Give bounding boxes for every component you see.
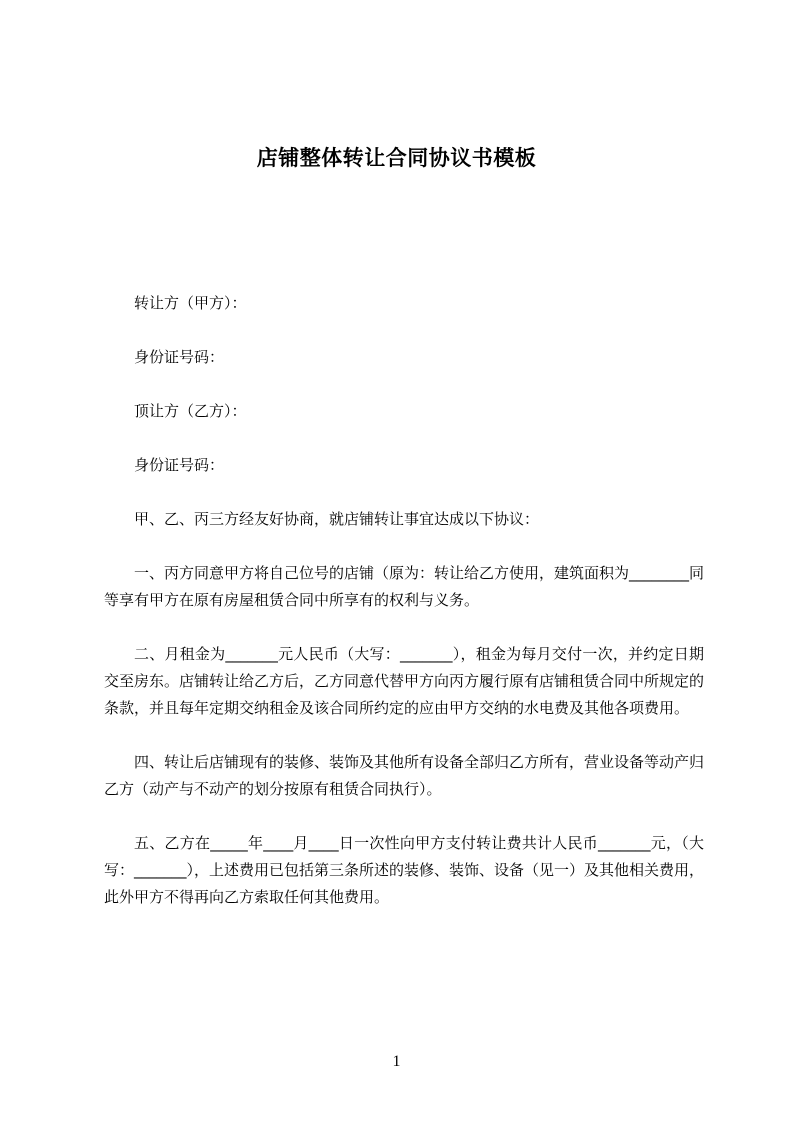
clause-4: 四、转让后店铺现有的装修、装饰及其他所有设备全部归乙方所有，营业设备等动产归乙方（动产与不动产的划分按原有租赁合同执行）。 bbox=[104, 753, 705, 798]
document-body bbox=[104, 290, 704, 938]
clause-5: 五、乙方在_____年____月____日一次性向甲方支付转让费共计人民币_______元，（大写：_______），上述费用已包括第三条所述的装修、装饰、设备（见一）及其他相关费用，此外甲方不得再向乙方索取任何其他费用。 bbox=[104, 834, 705, 906]
intro-paragraph: 甲、乙、丙三方经友好协商，就店铺转让事宜达成以下协议： bbox=[134, 510, 540, 528]
party-transferee: 顶让方（乙方）： bbox=[134, 402, 247, 420]
clause-1: 一、丙方同意甲方将自己位号的店铺（原为：转让给乙方使用，建筑面积为________同等享有甲方在原有房屋租赁合同中所享有的权利与义务。 bbox=[104, 564, 705, 609]
party-transferor: 转让方（甲方）： bbox=[134, 294, 247, 312]
party-transferee-id: 身份证号码： bbox=[134, 456, 225, 474]
document-title: 店铺整体转让合同协议书模板 bbox=[256, 146, 537, 170]
clause-2: 二、月租金为_______元人民币（大写：_______），租金为每月交付一次，并约定日期交至房东。店铺转让给乙方后，乙方同意代替甲方向丙方履行原有店铺租赁合同中所规定的条款，并且每年定期交纳租金及该合同所约定的应由甲方交纳的水电费及其他各项费用。 bbox=[104, 645, 705, 717]
party-transferor-id: 身份证号码： bbox=[134, 348, 225, 366]
page-number: 1 bbox=[392, 1053, 401, 1070]
